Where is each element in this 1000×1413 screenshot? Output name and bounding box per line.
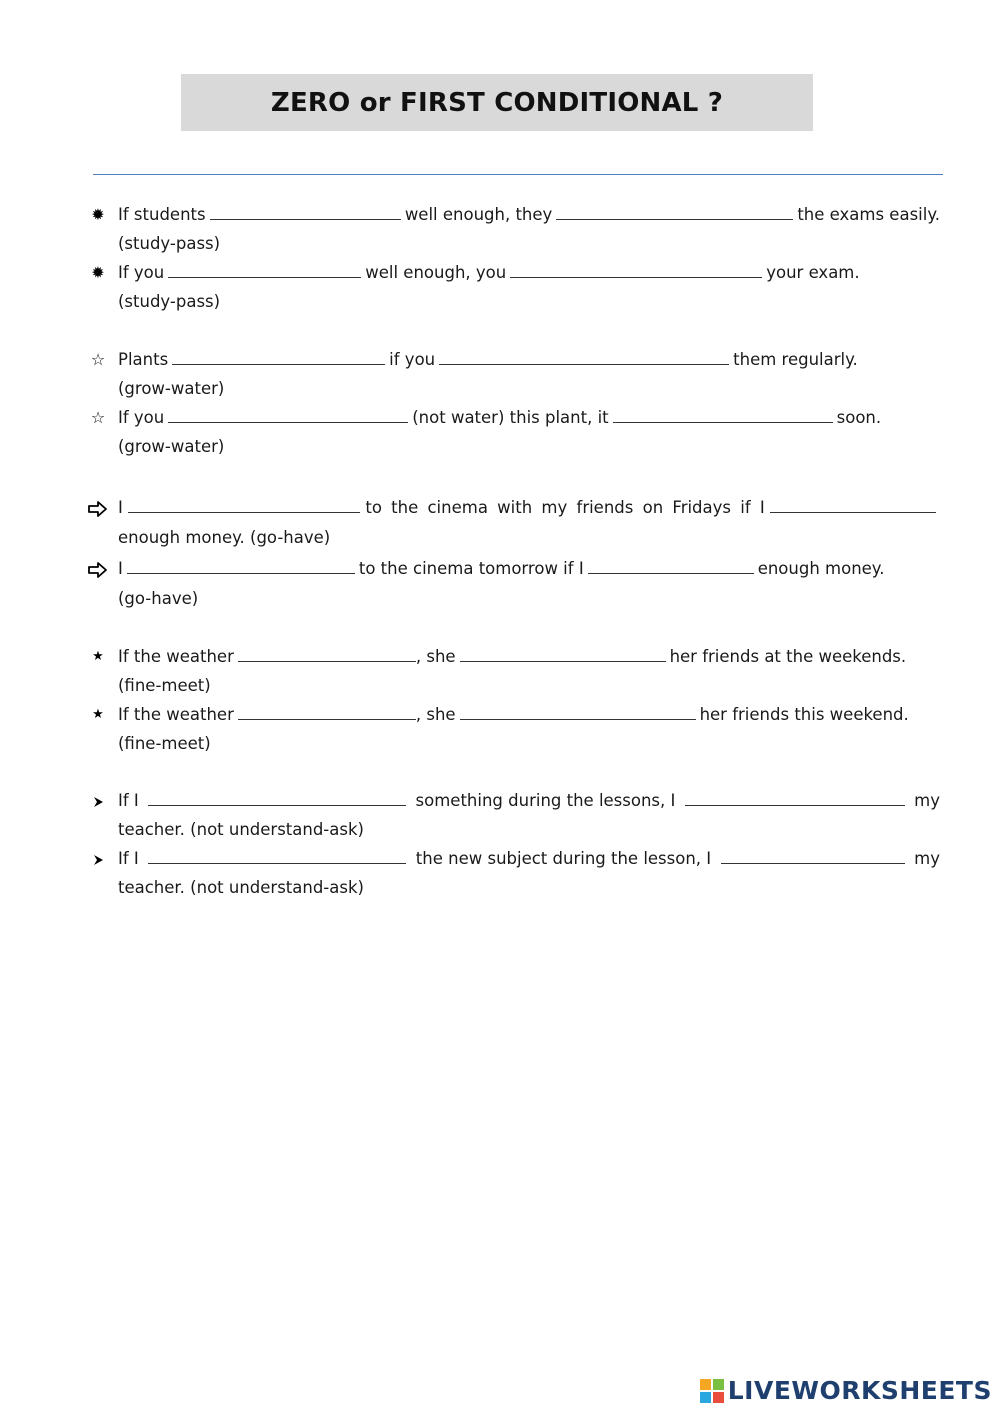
answer-blank[interactable] — [460, 702, 696, 720]
verb-hint: teacher. (not understand-ask) — [118, 820, 364, 839]
text-segment: your exam. — [766, 263, 860, 282]
answer-blank[interactable] — [128, 495, 360, 513]
text-segment: If the weather — [118, 705, 234, 724]
answer-blank[interactable] — [148, 846, 406, 864]
exercise-line — [118, 493, 940, 523]
text-segment: enough money. — [757, 559, 885, 578]
text-segment: , she — [415, 647, 456, 666]
answer-blank[interactable] — [460, 644, 666, 662]
exercise-line — [118, 844, 940, 874]
text-segment: my — [914, 791, 940, 810]
text-segment: I — [118, 559, 123, 578]
text-segment: my — [914, 849, 940, 868]
text-segment: soon. — [836, 408, 882, 427]
answer-blank[interactable] — [770, 495, 936, 513]
text-segment: well enough, they — [404, 205, 553, 224]
verb-hint: teacher. (not understand-ask) — [118, 878, 364, 897]
text-segment: If I — [118, 791, 139, 810]
verb-hint: (fine-meet) — [118, 676, 211, 695]
verb-hint: (study-pass) — [118, 292, 221, 311]
verb-hint: (fine-meet) — [118, 734, 211, 753]
exercise-line — [118, 345, 940, 375]
page-title: ZERO or FIRST CONDITIONAL ? — [270, 87, 724, 118]
liveworksheets-logo[interactable] — [700, 1376, 992, 1405]
answer-blank[interactable] — [721, 846, 905, 864]
answer-blank[interactable] — [685, 788, 905, 806]
answer-blank[interactable] — [168, 405, 408, 423]
text-segment: I — [118, 498, 123, 517]
text-segment: Plants — [118, 350, 169, 369]
text-segment: If I — [118, 849, 139, 868]
logo-mark-icon — [700, 1379, 724, 1403]
text-segment: If you — [118, 263, 165, 282]
verb-hint: enough money. (go-have) — [118, 528, 331, 547]
title-divider — [93, 174, 943, 175]
exercise-line — [118, 258, 940, 288]
text-segment: , she — [415, 705, 456, 724]
answer-blank[interactable] — [510, 260, 762, 278]
arrow-right-bullet-icon — [88, 493, 108, 523]
star-bullet-icon: ★ — [92, 707, 104, 722]
text-segment: them regularly. — [733, 350, 858, 369]
exercise-line — [118, 700, 940, 730]
exercise-line — [118, 554, 940, 584]
chevron-right-bullet-icon — [88, 844, 108, 874]
text-segment: If the weather — [118, 647, 234, 666]
star-outline-bullet-icon: ☆ — [90, 350, 106, 369]
answer-blank[interactable] — [168, 260, 361, 278]
answer-blank[interactable] — [238, 644, 416, 662]
answer-blank[interactable] — [148, 788, 406, 806]
title-banner — [181, 74, 813, 131]
text-segment: her friends at the weekends. — [669, 647, 907, 666]
answer-blank[interactable] — [127, 556, 355, 574]
text-segment: the new subject during the lesson, I — [415, 849, 712, 868]
verb-hint: (study-pass) — [118, 234, 221, 253]
starburst-bullet-icon: ✹ — [91, 263, 105, 282]
exercise-line — [118, 642, 940, 672]
answer-blank[interactable] — [210, 202, 401, 220]
text-segment: If you — [118, 408, 165, 427]
text-segment: if you — [389, 350, 436, 369]
arrow-right-bullet-icon — [88, 554, 108, 584]
verb-hint: (grow-water) — [118, 379, 225, 398]
answer-blank[interactable] — [172, 347, 385, 365]
star-bullet-icon: ★ — [92, 649, 104, 664]
text-segment: (not water) this plant, it — [412, 408, 609, 427]
text-segment: to the cinema with my friends on Fridays if I — [365, 498, 765, 517]
verb-hint: (go-have) — [118, 589, 199, 608]
exercise-line — [118, 403, 940, 433]
verb-hint: (grow-water) — [118, 437, 225, 456]
answer-blank[interactable] — [588, 556, 754, 574]
starburst-bullet-icon: ✹ — [91, 205, 105, 224]
text-segment: If students — [118, 205, 206, 224]
answer-blank[interactable] — [556, 202, 793, 220]
text-segment: the exams easily. — [797, 205, 940, 224]
exercise-line — [118, 200, 940, 230]
star-outline-bullet-icon: ☆ — [90, 408, 106, 427]
text-segment: something during the lessons, I — [415, 791, 676, 810]
answer-blank[interactable] — [238, 702, 416, 720]
text-segment: well enough, you — [365, 263, 507, 282]
text-segment: her friends this weekend. — [699, 705, 909, 724]
text-segment: to the cinema tomorrow if I — [358, 559, 584, 578]
answer-blank[interactable] — [613, 405, 833, 423]
exercise-line — [118, 786, 940, 816]
answer-blank[interactable] — [439, 347, 729, 365]
logo-brand: LIVEWORKSHEETS — [727, 1376, 992, 1405]
chevron-right-bullet-icon — [88, 786, 108, 816]
